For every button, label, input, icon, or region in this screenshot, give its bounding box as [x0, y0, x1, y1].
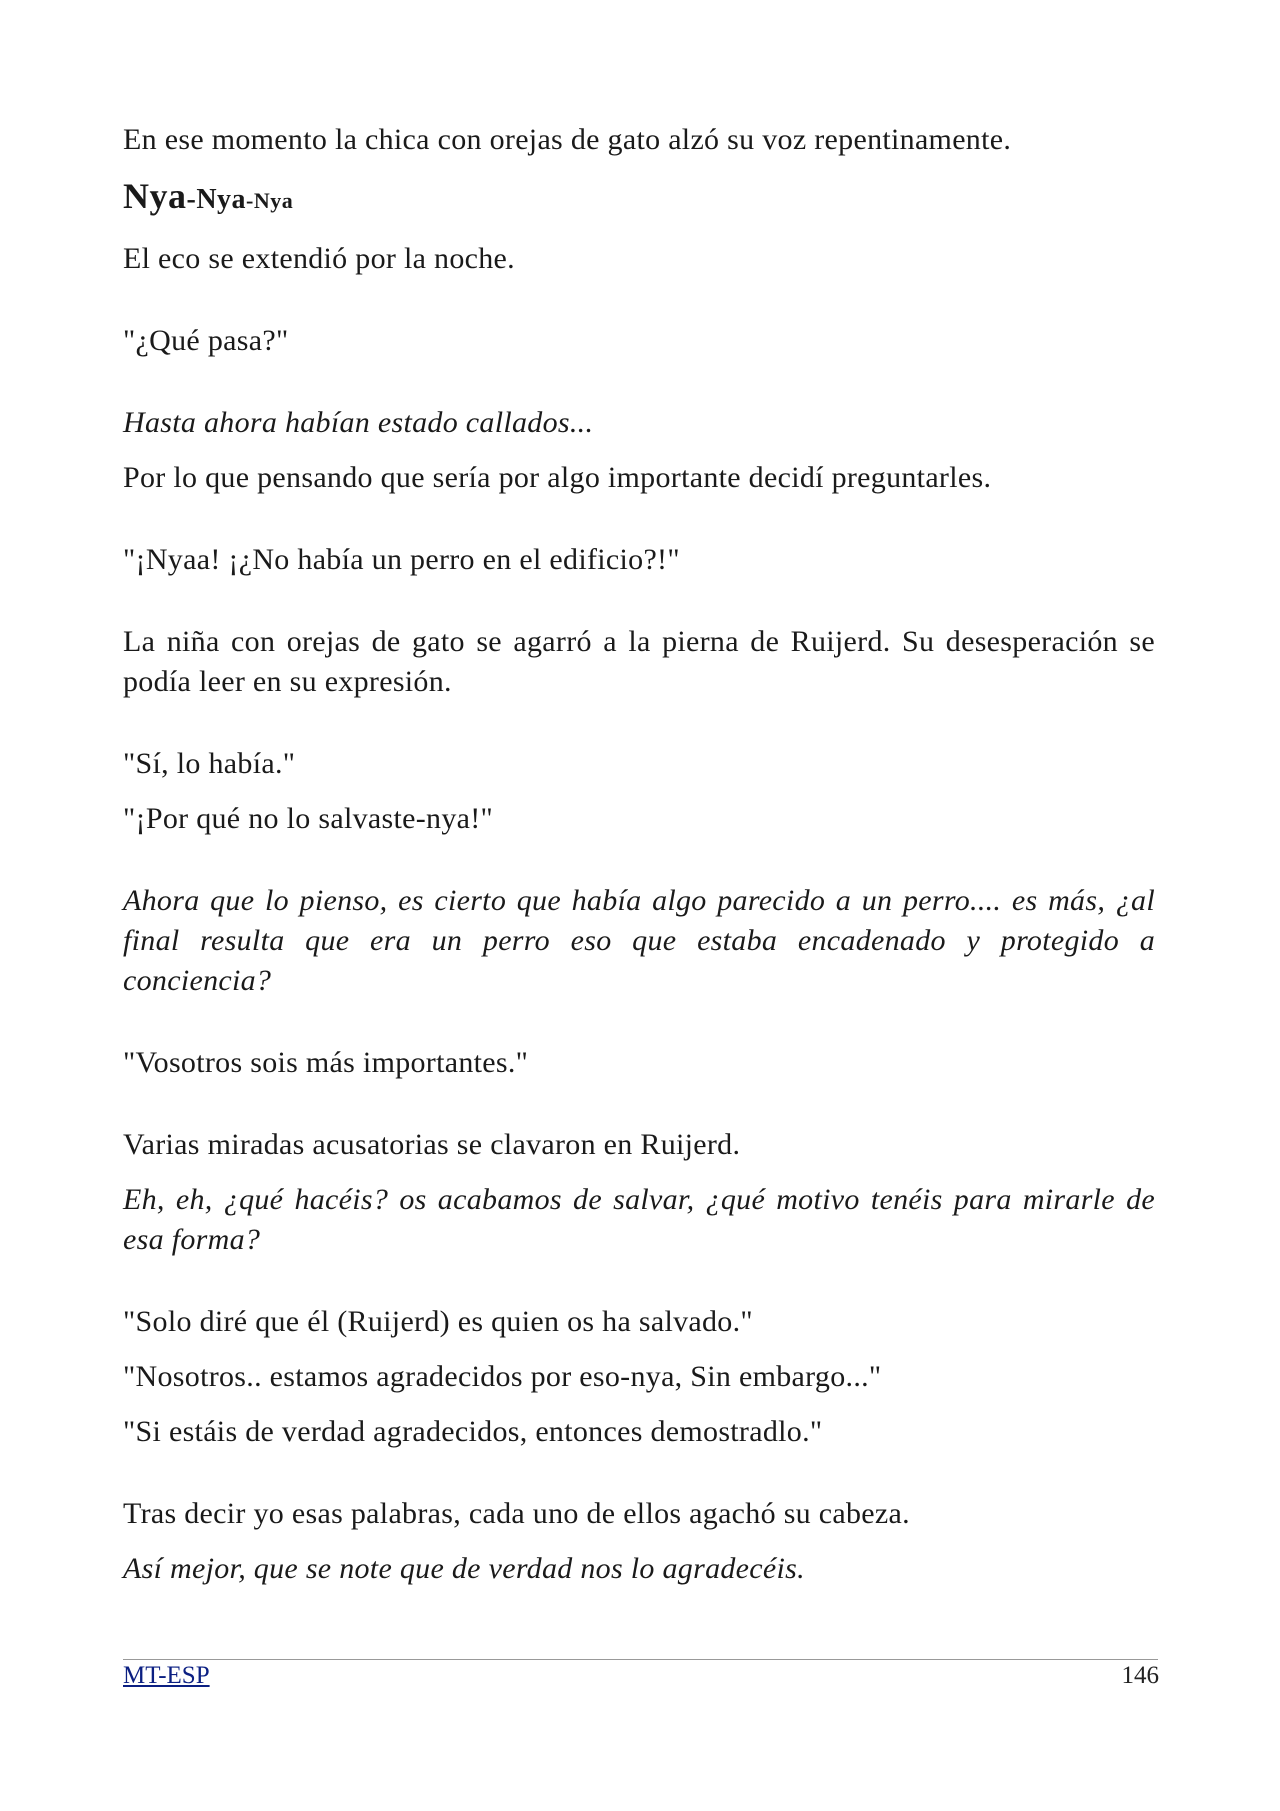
paragraph: En ese momento la chica con orejas de gato alzó su voz repentinamente.	[123, 123, 1012, 156]
inner-thought: Eh, eh, ¿qué hacéis? os acabamos de salvar, ¿qué motivo tenéis para mirarle de esa forma?	[123, 1183, 1155, 1256]
footer-divider	[123, 1659, 1158, 1660]
dialogue-line: "¡Por qué no lo salvaste-nya!"	[123, 802, 494, 835]
paragraph: La niña con orejas de gato se agarró a la pierna de Ruijerd. Su desesperación se podía leer en su expresión.	[123, 625, 1155, 698]
paragraph: Por lo que pensando que sería por algo importante decidí preguntarles.	[123, 461, 992, 494]
nya-part-large: Nya	[123, 176, 187, 216]
nya-part-small: -Nya	[246, 188, 294, 213]
dialogue-line: "¡Nyaa! ¡¿No había un perro en el edificio?!"	[123, 543, 680, 576]
nya-sound-effect	[123, 173, 1155, 224]
dialogue-line: "¿Qué pasa?"	[123, 324, 289, 357]
nya-part-medium: -Nya	[186, 184, 247, 215]
dialogue-line: "Si estáis de verdad agradecidos, entonces demostradlo."	[123, 1415, 823, 1448]
paragraph: El eco se extendió por la noche.	[123, 242, 515, 275]
dialogue-line: "Nosotros.. estamos agradecidos por eso-nya, Sin embargo..."	[123, 1360, 882, 1393]
paragraph: Varias miradas acusatorias se clavaron en Ruijerd.	[123, 1128, 741, 1161]
inner-thought: Hasta ahora habían estado callados...	[123, 406, 594, 439]
page-number: 146	[1121, 1662, 1159, 1689]
page-body	[123, 120, 1155, 1589]
paragraph: Tras decir yo esas palabras, cada uno de ellos agachó su cabeza.	[123, 1497, 910, 1530]
dialogue-line: "Solo diré que él (Ruijerd) es quien os ha salvado."	[123, 1305, 753, 1338]
inner-thought: Ahora que lo pienso, es cierto que había algo parecido a un perro.... es más, ¿al final resulta que era un perro eso que estaba encadenado y protegido a conciencia?	[123, 884, 1155, 997]
inner-thought: Así mejor, que se note que de verdad nos lo agradecéis.	[123, 1552, 805, 1585]
footer-source-link[interactable]: MT-ESP	[123, 1662, 210, 1689]
dialogue-line: "Sí, lo había."	[123, 747, 296, 780]
dialogue-line: "Vosotros sois más importantes."	[123, 1046, 529, 1079]
